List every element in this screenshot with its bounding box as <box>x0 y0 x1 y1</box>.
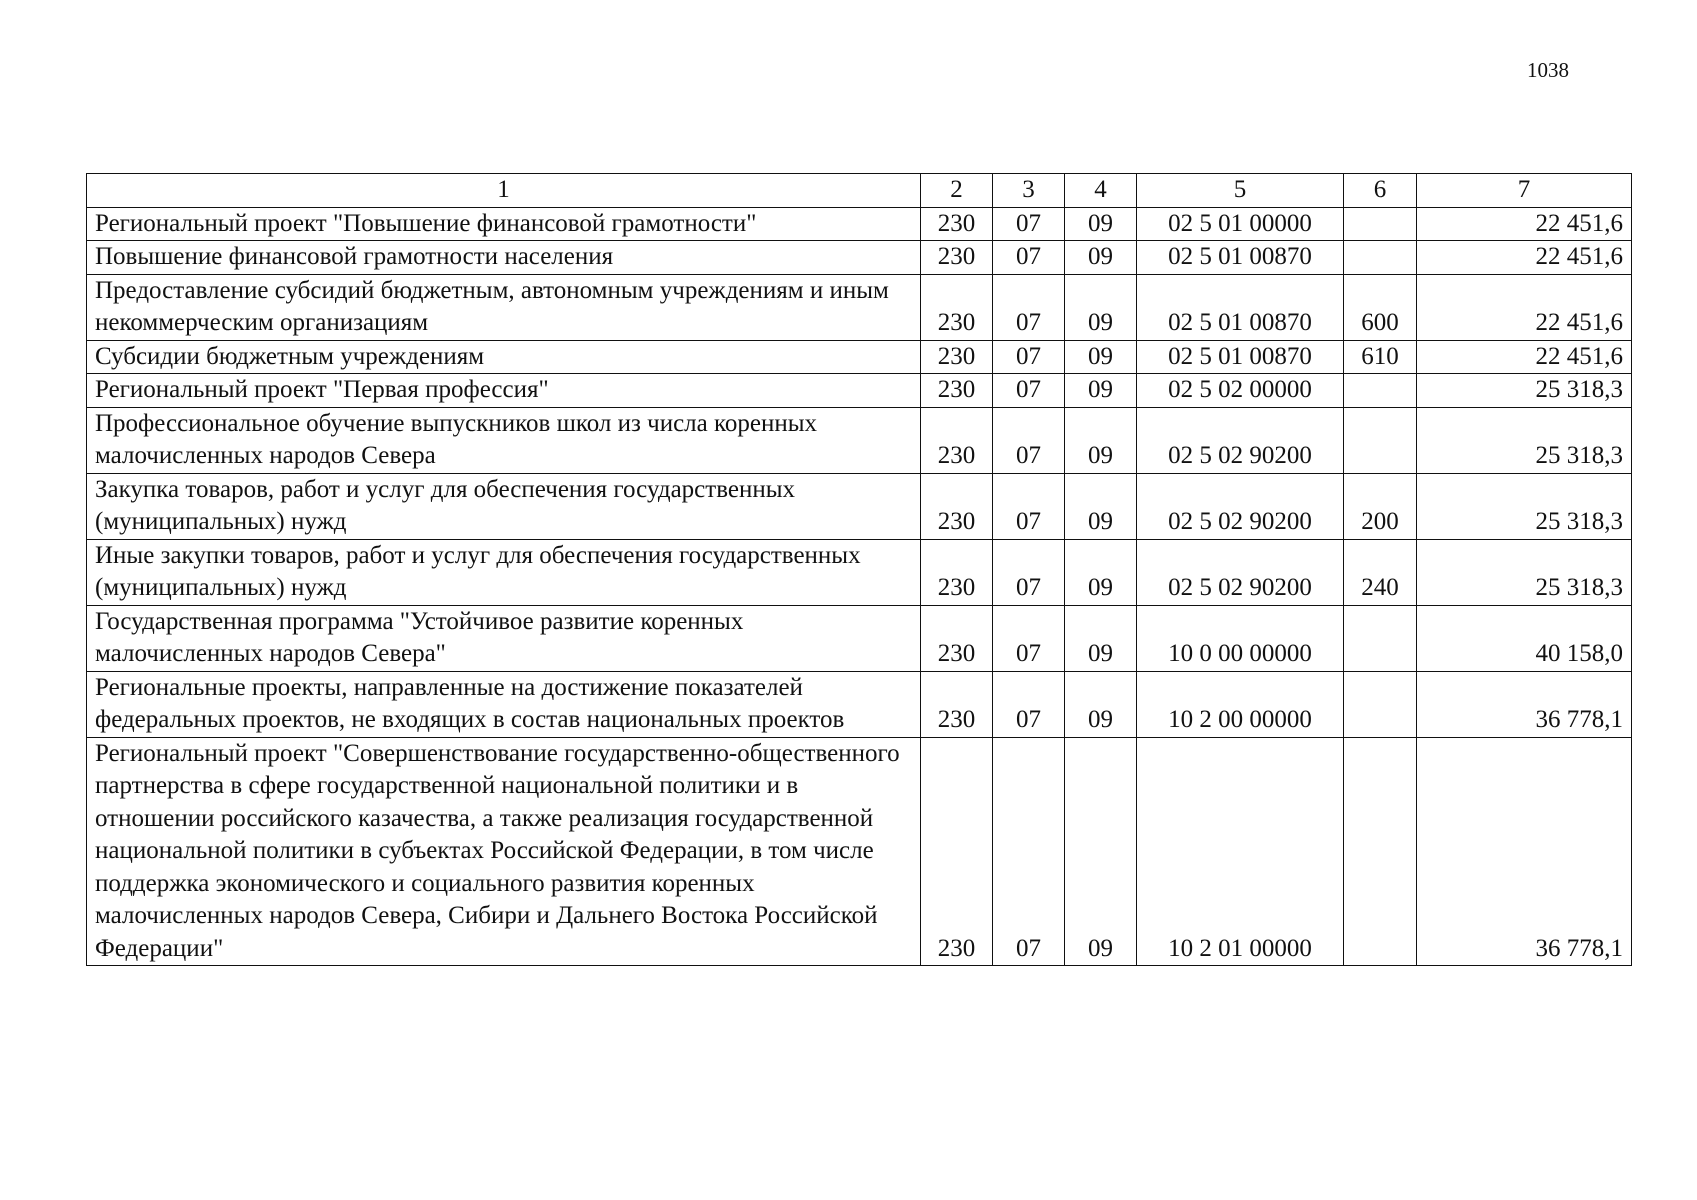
row-code-4: 09 <box>1065 539 1137 605</box>
column-header-1: 1 <box>87 174 921 208</box>
row-code-2: 230 <box>921 241 993 275</box>
row-amount: 22 451,6 <box>1417 274 1632 340</box>
row-code-6 <box>1344 671 1417 737</box>
column-header-5: 5 <box>1137 174 1344 208</box>
row-name: Повышение финансовой грамотности населения <box>87 241 921 275</box>
row-name: Предоставление субсидий бюджетным, автономным учреждениям и иным некоммерческим организациям <box>87 274 921 340</box>
row-code-2: 230 <box>921 374 993 408</box>
row-code-6 <box>1344 241 1417 275</box>
row-code-4: 09 <box>1065 737 1137 966</box>
row-code-3: 07 <box>993 340 1065 374</box>
row-code-4: 09 <box>1065 374 1137 408</box>
row-name: Региональный проект "Совершенствование государственно-общественного партнерства в сфере государственной национальной политики и в отношении российского казачества, а также реализация государственной национальной политики в субъектах Российской Федерации, в том числе поддержка экономического и социального развития коренных малочисленных народов Севера, Сибири и Дальнего Востока Российской Федерации" <box>87 737 921 966</box>
row-code-4: 09 <box>1065 207 1137 241</box>
row-amount: 25 318,3 <box>1417 374 1632 408</box>
row-amount: 25 318,3 <box>1417 407 1632 473</box>
table-row <box>87 274 1632 340</box>
row-name: Иные закупки товаров, работ и услуг для обеспечения государственных (муниципальных) нужд <box>87 539 921 605</box>
row-amount: 25 318,3 <box>1417 539 1632 605</box>
row-code-5: 02 5 01 00870 <box>1137 274 1344 340</box>
row-name: Субсидии бюджетным учреждениям <box>87 340 921 374</box>
table-row <box>87 407 1632 473</box>
row-code-2: 230 <box>921 605 993 671</box>
row-name: Закупка товаров, работ и услуг для обеспечения государственных (муниципальных) нужд <box>87 473 921 539</box>
table-row <box>87 340 1632 374</box>
row-code-3: 07 <box>993 374 1065 408</box>
column-header-6: 6 <box>1344 174 1417 208</box>
row-code-2: 230 <box>921 539 993 605</box>
row-code-6 <box>1344 737 1417 966</box>
row-code-6 <box>1344 407 1417 473</box>
row-code-6 <box>1344 374 1417 408</box>
row-code-3: 07 <box>993 671 1065 737</box>
row-code-2: 230 <box>921 473 993 539</box>
row-code-5: 10 2 00 00000 <box>1137 671 1344 737</box>
row-code-5: 02 5 02 90200 <box>1137 473 1344 539</box>
row-code-2: 230 <box>921 407 993 473</box>
row-code-4: 09 <box>1065 407 1137 473</box>
row-code-2: 230 <box>921 340 993 374</box>
page-number: 1038 <box>1527 58 1569 82</box>
row-code-3: 07 <box>993 539 1065 605</box>
table-row <box>87 539 1632 605</box>
table-row <box>87 374 1632 408</box>
row-amount: 36 778,1 <box>1417 671 1632 737</box>
budget-table <box>86 173 1632 966</box>
table-row <box>87 671 1632 737</box>
row-code-3: 07 <box>993 473 1065 539</box>
table-row <box>87 737 1632 966</box>
row-amount: 25 318,3 <box>1417 473 1632 539</box>
row-code-3: 07 <box>993 605 1065 671</box>
column-header-2: 2 <box>921 174 993 208</box>
row-name: Региональный проект "Повышение финансовой грамотности" <box>87 207 921 241</box>
table-row <box>87 605 1632 671</box>
row-code-5: 10 2 01 00000 <box>1137 737 1344 966</box>
row-code-4: 09 <box>1065 473 1137 539</box>
table-row <box>87 473 1632 539</box>
row-code-4: 09 <box>1065 671 1137 737</box>
row-amount: 22 451,6 <box>1417 207 1632 241</box>
row-name: Региональные проекты, направленные на достижение показателей федеральных проектов, не входящих в состав национальных проектов <box>87 671 921 737</box>
column-header-7: 7 <box>1417 174 1632 208</box>
row-code-6: 240 <box>1344 539 1417 605</box>
row-code-5: 02 5 01 00870 <box>1137 340 1344 374</box>
row-code-2: 230 <box>921 274 993 340</box>
row-code-5: 02 5 02 90200 <box>1137 407 1344 473</box>
row-code-5: 02 5 01 00870 <box>1137 241 1344 275</box>
row-code-3: 07 <box>993 407 1065 473</box>
row-code-5: 02 5 01 00000 <box>1137 207 1344 241</box>
row-amount: 22 451,6 <box>1417 340 1632 374</box>
column-header-3: 3 <box>993 174 1065 208</box>
table-header-row <box>87 174 1632 208</box>
row-code-3: 07 <box>993 207 1065 241</box>
row-code-4: 09 <box>1065 241 1137 275</box>
column-header-4: 4 <box>1065 174 1137 208</box>
row-code-4: 09 <box>1065 274 1137 340</box>
row-code-3: 07 <box>993 241 1065 275</box>
row-code-5: 02 5 02 90200 <box>1137 539 1344 605</box>
table-row <box>87 207 1632 241</box>
row-code-6 <box>1344 207 1417 241</box>
row-code-6: 200 <box>1344 473 1417 539</box>
row-code-5: 10 0 00 00000 <box>1137 605 1344 671</box>
row-name: Государственная программа "Устойчивое развитие коренных малочисленных народов Севера" <box>87 605 921 671</box>
row-code-2: 230 <box>921 207 993 241</box>
row-amount: 36 778,1 <box>1417 737 1632 966</box>
row-code-2: 230 <box>921 671 993 737</box>
row-name: Региональный проект "Первая профессия" <box>87 374 921 408</box>
row-code-4: 09 <box>1065 605 1137 671</box>
row-code-5: 02 5 02 00000 <box>1137 374 1344 408</box>
row-amount: 22 451,6 <box>1417 241 1632 275</box>
row-code-4: 09 <box>1065 340 1137 374</box>
row-code-6: 600 <box>1344 274 1417 340</box>
row-code-2: 230 <box>921 737 993 966</box>
row-code-6: 610 <box>1344 340 1417 374</box>
row-name: Профессиональное обучение выпускников школ из числа коренных малочисленных народов Севера <box>87 407 921 473</box>
table-row <box>87 241 1632 275</box>
row-amount: 40 158,0 <box>1417 605 1632 671</box>
row-code-3: 07 <box>993 737 1065 966</box>
row-code-6 <box>1344 605 1417 671</box>
row-code-3: 07 <box>993 274 1065 340</box>
